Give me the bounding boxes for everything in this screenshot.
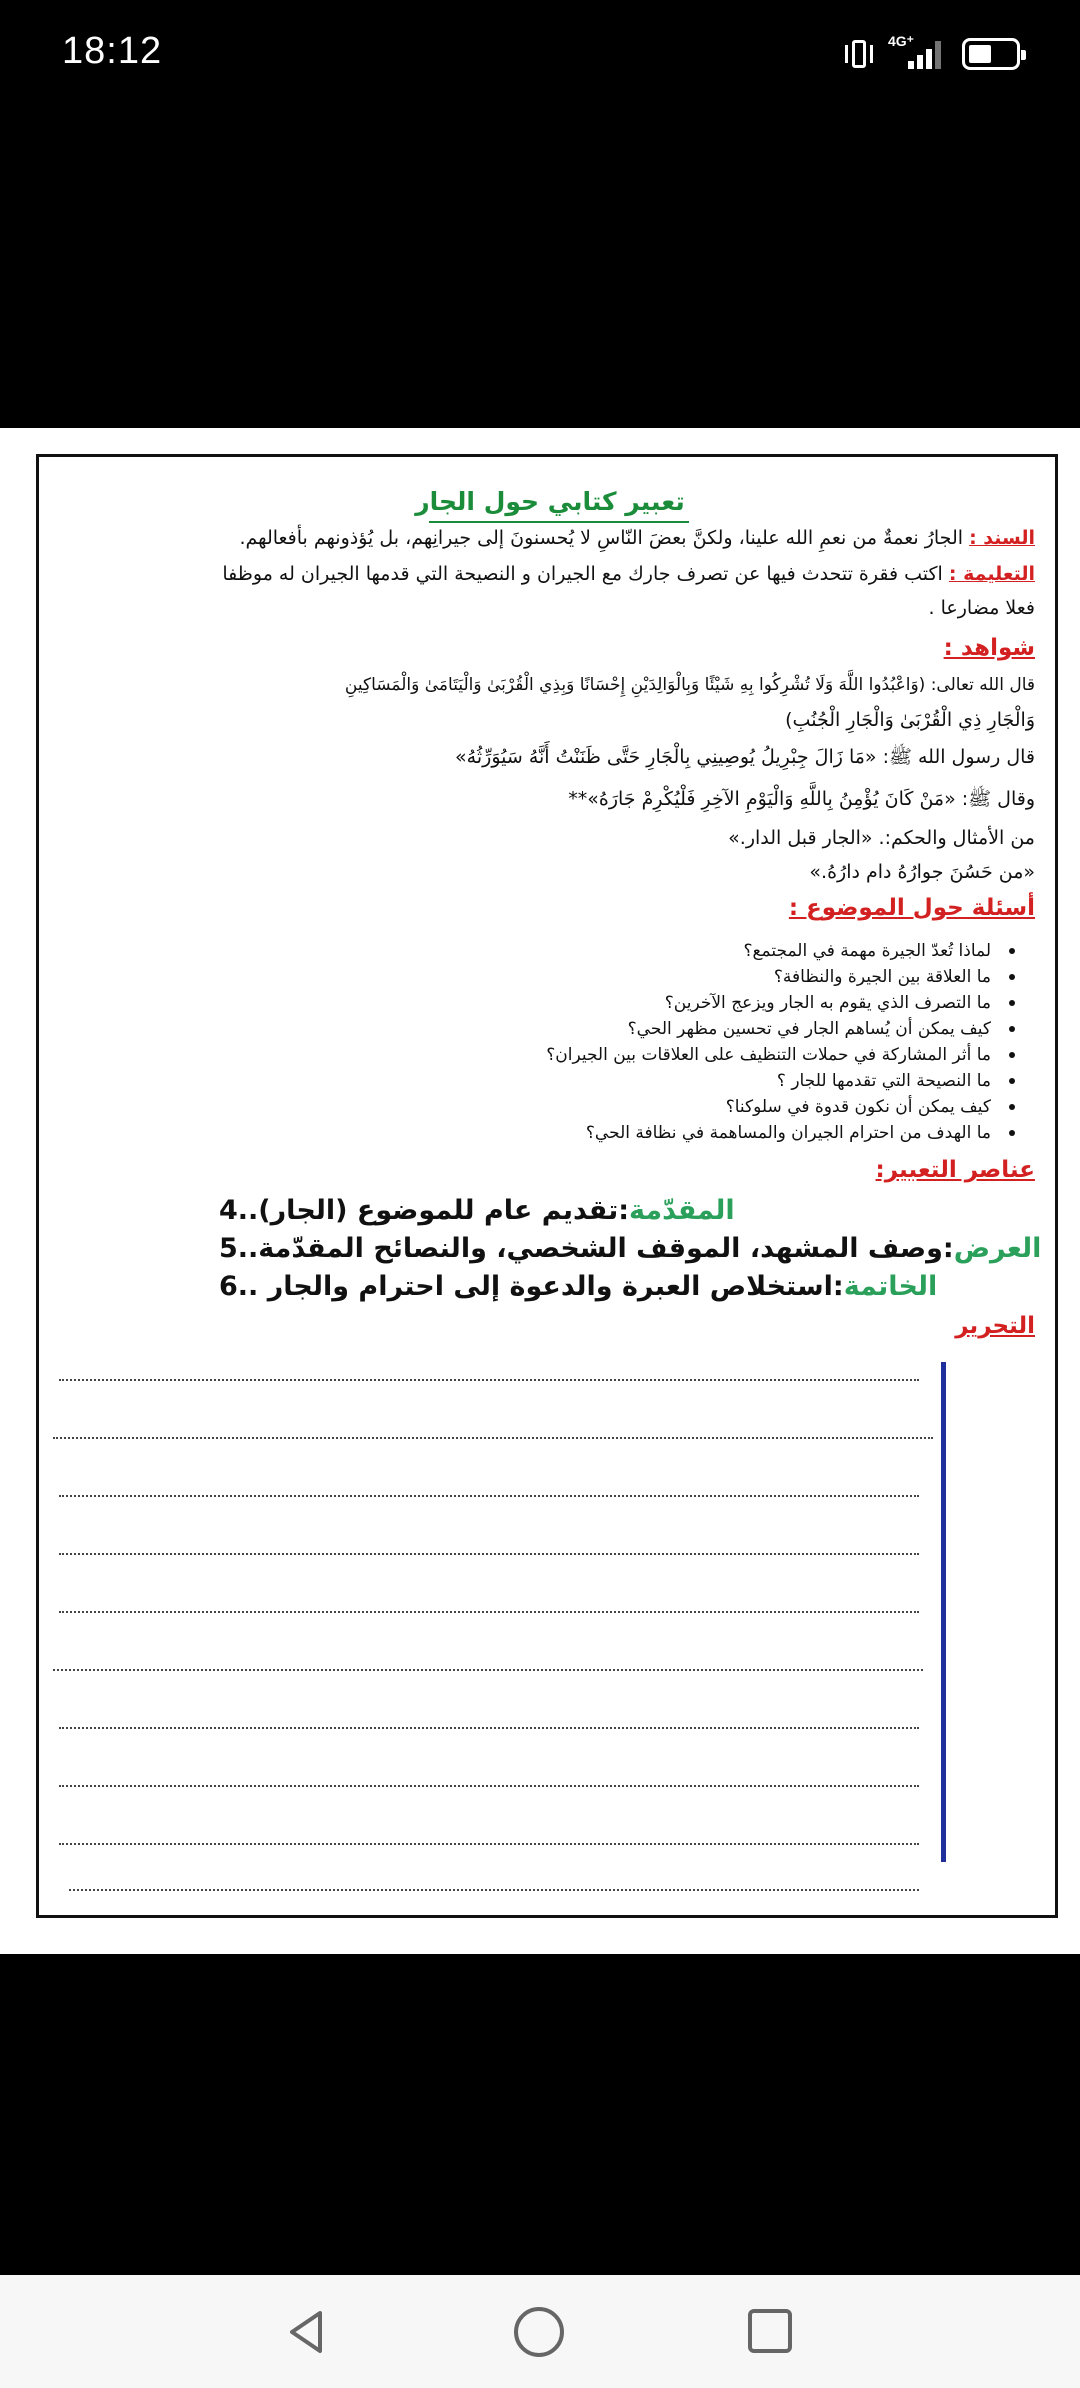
recents-icon[interactable] [748,2309,792,2353]
home-icon[interactable] [514,2307,564,2357]
navigation-bar [0,2275,1080,2388]
question-item: ما الهدف من احترام الجيران والمساهمة في نظافة الحي؟ [586,1123,1015,1143]
status-icons [844,34,1020,74]
writing-line [69,1889,919,1891]
margin-line [941,1362,946,1862]
proverb-2: «من حَسُنَ جوارُهُ دام دارُهُ.» [809,861,1035,883]
writing-line [59,1611,919,1613]
taalima-row [222,563,1035,585]
network-type: 4G⁺ [888,33,915,49]
writing-line [59,1379,919,1381]
writing-line [59,1495,919,1497]
question-item: كيف يمكن أن نكون قدوة في سلوكنا؟ [726,1097,1015,1117]
questions-heading: أسئلة حول الموضوع : [788,895,1035,921]
worksheet-frame [36,454,1058,1918]
status-bar [0,0,1080,110]
worksheet-title: تعبير كتابي حول الجار [415,487,685,516]
sanad-text: الجارُ نعمةٌ من نعمِ الله علينا، ولكنَّ بعضَ النّاسِ لا يُحسنونَ إلى جيرانِهم، بل يُؤذونهم بأفعالهم. [239,527,964,549]
writing-line [53,1669,923,1671]
back-icon[interactable] [284,2309,330,2355]
writing-heading: التحرير [955,1313,1035,1339]
writing-line [59,1785,919,1787]
proverbs-intro: من الأمثال والحكم:. «الجار قبل الدار.» [728,827,1035,849]
hadith-2: وقال ﷺ: «مَنْ كَانَ يُؤْمِنُ بِاللَّهِ وَالْيَوْمِ الآخِرِ فَلْيُكْرِمْ جَارَهُ»** [568,788,1035,810]
element-item: 5. العرض:وصف المشهد، الموقف الشخصي، والنصائح المقدّمة. [219,1233,1042,1264]
question-item: ما التصرف الذي يقوم به الجار ويزعج الآخرين؟ [665,993,1015,1013]
taalima-line2: فعلا مضارعا . [928,597,1035,619]
battery-icon [962,38,1020,70]
clock: 18:12 [62,30,163,72]
document-image[interactable] [0,428,1080,1954]
question-item: ما أثر المشاركة في حملات التنظيف على العلاقات بين الجيران؟ [546,1045,1015,1065]
shawahid-heading: شواهد : [943,635,1035,661]
taalima-label: التعليمة : [948,563,1035,585]
question-item: لماذا تُعدّ الجيرة مهمة في المجتمع؟ [743,941,1015,961]
element-item: 4. المقدّمة:تقديم عام للموضوع (الجار). [219,1195,735,1226]
writing-line [59,1553,919,1555]
question-item: كيف يمكن أن يُساهم الجار في تحسين مظهر الحي؟ [628,1019,1015,1039]
taalima-text: اكتب فقرة تتحدث فيها عن تصرف جارك مع الجيران و النصيحة التي قدمها الجيران له موظفا [222,563,943,585]
sanad-row [240,527,1036,549]
quran-line-1: قال الله تعالى: (وَاعْبُدُوا اللَّهَ وَلَا تُشْرِكُوا بِهِ شَيْئًا وَبِالْوَالِدَيْنِ إِحْسَانًا وَبِذِي الْقُرْبَىٰ وَالْيَتَامَىٰ وَالْمَسَاكِينِ [344,675,1035,695]
signal-icon [888,33,948,71]
question-item: ما النصيحة التي تقدمها للجار ؟ [777,1071,1015,1091]
writing-line [59,1843,919,1845]
elements-heading: عناصر التعبير: [875,1157,1035,1183]
writing-line [59,1727,919,1729]
question-item: ما العلاقة بين الجيرة والنظافة؟ [774,967,1015,987]
quran-line-2: وَالْجَارِ ذِي الْقُرْبَىٰ وَالْجَارِ الْجُنُبِ) [785,709,1035,731]
sanad-label: السند : [969,527,1035,549]
writing-line [53,1437,933,1439]
vibrate-icon [844,37,874,71]
hadith-1: قال رسول الله ﷺ: «مَا زَالَ جِبْرِيلُ يُوصِينِي بِالْجَارِ حَتَّى ظَنَنْتُ أَنَّهُ سَيُوَرِّثُهُ» [455,746,1035,768]
element-item: 6. الخاتمة:استخلاص العبرة والدعوة إلى احترام والجار . [219,1271,938,1302]
